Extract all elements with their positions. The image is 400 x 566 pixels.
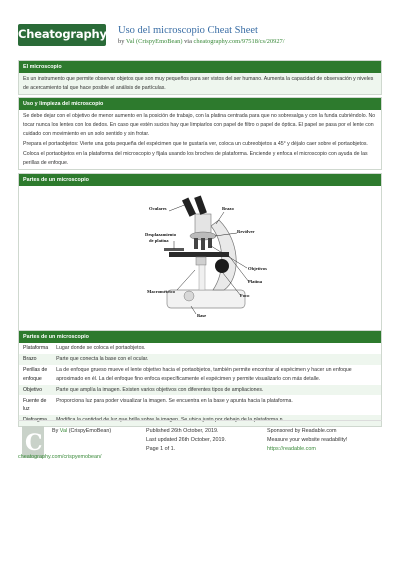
sponsor-prefix: Sponsored by (267, 428, 301, 434)
page-header (0, 0, 400, 56)
section-title: Uso y limpieza del microscopio (19, 98, 381, 110)
sponsor-line (267, 427, 347, 436)
cheatography-logo[interactable] (18, 24, 106, 46)
footer-dates (146, 427, 226, 453)
updated-date: Last updated 26th October, 2019. (146, 436, 227, 443)
term-cell: Objetivo (19, 385, 52, 396)
section-title: Partes de un microscopio (19, 331, 381, 343)
label-brazo: Brazo (222, 206, 234, 211)
light-source (184, 291, 194, 301)
sheet-url-link[interactable]: cheatography.com/97518/cs/20927/ (193, 38, 285, 45)
coarse-focus-knob (215, 259, 229, 273)
footer-author (52, 427, 111, 436)
objective-2 (201, 238, 205, 250)
table-row (19, 395, 381, 415)
section-text-1: Se debe dejar con el objetivo de menor aumento en la posición de trabajo, con la platina centrada para que no sobresalga y con la funda cubriéndolo. No tocar nunca los lentes con los dedos. En caso que estén sucios hay que limpiarlos con papel de filtro o papel de óptica. El papel se pasa por el lente con cuidado con movimiento en un solo sentido y sin frotar. (23, 112, 376, 138)
byline (118, 38, 285, 45)
microscope-figure (19, 186, 381, 330)
profile-url-link[interactable]: cheatography.com/crispyemobean/ (18, 454, 102, 460)
definition-cell: Modifica la cantidad de luz que brilla sobre la imagen. Se ubica justo por debajo de la plataforma n (52, 415, 381, 426)
label-oculares: Oculares (149, 206, 167, 211)
microscope-stage (169, 252, 229, 257)
term-cell: Plataforma (23, 345, 49, 352)
definition-cell: Parte que amplía la imagen. Existen varios objetivos con diferentes tipos de ampliaciones. (52, 385, 381, 396)
table-row (19, 385, 381, 396)
sponsor-url-link[interactable]: https://readable.com (267, 445, 316, 452)
condenser (196, 257, 206, 265)
table-row (19, 354, 381, 365)
byline-via: via (184, 38, 192, 45)
section-title: El microscopio (19, 61, 381, 73)
microscope-head (195, 214, 211, 234)
published-date: Published 26th October, 2019. (146, 428, 219, 434)
section-text-2: Prepara el portaobjetos: Vierte una gota pequeña del espécimen que te gustaría ver, coloca un cubreobjetos a 45° y déjalo caer sobre el portaobjetos. Coloca el portaobjetos en la plataforma del microscopio y fíjala usando los broches de plataforma. Enciende y enfoca el microscopio con ayuda de las perillas de enfoque. (23, 141, 368, 166)
label-desplazamiento: Desplazamiento (145, 232, 177, 237)
author-link[interactable]: Val (CrispyEmoBean) (125, 38, 183, 45)
label-foco: Foco (240, 293, 250, 298)
logo-text: Cheatography (18, 27, 107, 41)
section-figura (18, 173, 382, 331)
term-cell: Diafragma (19, 415, 52, 426)
sponsor-tagline: Measure your website readability! (267, 436, 348, 443)
definition-cell: La de enfoque grueso mueve el lente objetivo hacia el portaobjetos, también permite encontrar al espécimen y hacer un enfoque aproximado en él. La del enfoque fino enfoca específicamente el espécimen y permite visualizarlo con más detalle. (56, 367, 352, 382)
table-row (19, 343, 381, 354)
label-macrometrico: Macrométrico (147, 289, 175, 294)
label-de-platina: de platina (149, 238, 169, 243)
microscope-base (167, 290, 245, 308)
section-title: Partes de un microscopio (19, 174, 381, 186)
eyepiece-left (182, 197, 196, 216)
label-platina: Platina (248, 279, 263, 284)
footer-by: By (52, 428, 59, 434)
microscope-diagram (19, 186, 381, 330)
footer-handle: (CrispyEmoBean) (68, 428, 112, 434)
eyepiece-right (194, 196, 207, 215)
avatar-letter: C (25, 430, 43, 456)
section-microscopio (18, 60, 382, 95)
label-objetivos: Objetivos (248, 266, 267, 271)
parts-table (19, 343, 381, 426)
definition-cell: Parte que conecta la base con el ocular. (52, 354, 381, 365)
byline-prefix: by (118, 38, 125, 45)
microscope-pillar (199, 265, 205, 290)
table-row (19, 365, 381, 385)
section-partes (18, 330, 382, 427)
label-revolver: Revólver (237, 229, 255, 234)
sponsor-name: Readable.com (301, 428, 337, 434)
footer-sponsor (267, 427, 347, 453)
label-base: Base (197, 313, 207, 318)
footer-author-link[interactable]: Val (59, 428, 68, 434)
definition-cell: Lugar donde se coloca el portaobjetos. (56, 345, 146, 352)
sheet-title: Uso del microscopio Cheat Sheet (118, 25, 258, 36)
term-cell: Brazo (19, 354, 52, 365)
term-cell: Fuente de luz (23, 397, 47, 413)
definition-cell: Proporciona luz para poder visualizar la imagen. Se encuentra en la base y apunta hacia la plataforma. (56, 397, 293, 404)
page-count: Page 1 of 1. (146, 445, 176, 452)
section-text: Es un instrumento que permite observar objetos que son muy pequeños para ser vistos del ser humano. Aumenta la capacidad de observación y niveles de acercamiento tal que hace posible el análisis de partículas. (19, 73, 381, 94)
section-uso-limpieza (18, 97, 382, 170)
term-cell: Perillas de enfoque (23, 367, 48, 382)
objective-1 (194, 238, 198, 249)
